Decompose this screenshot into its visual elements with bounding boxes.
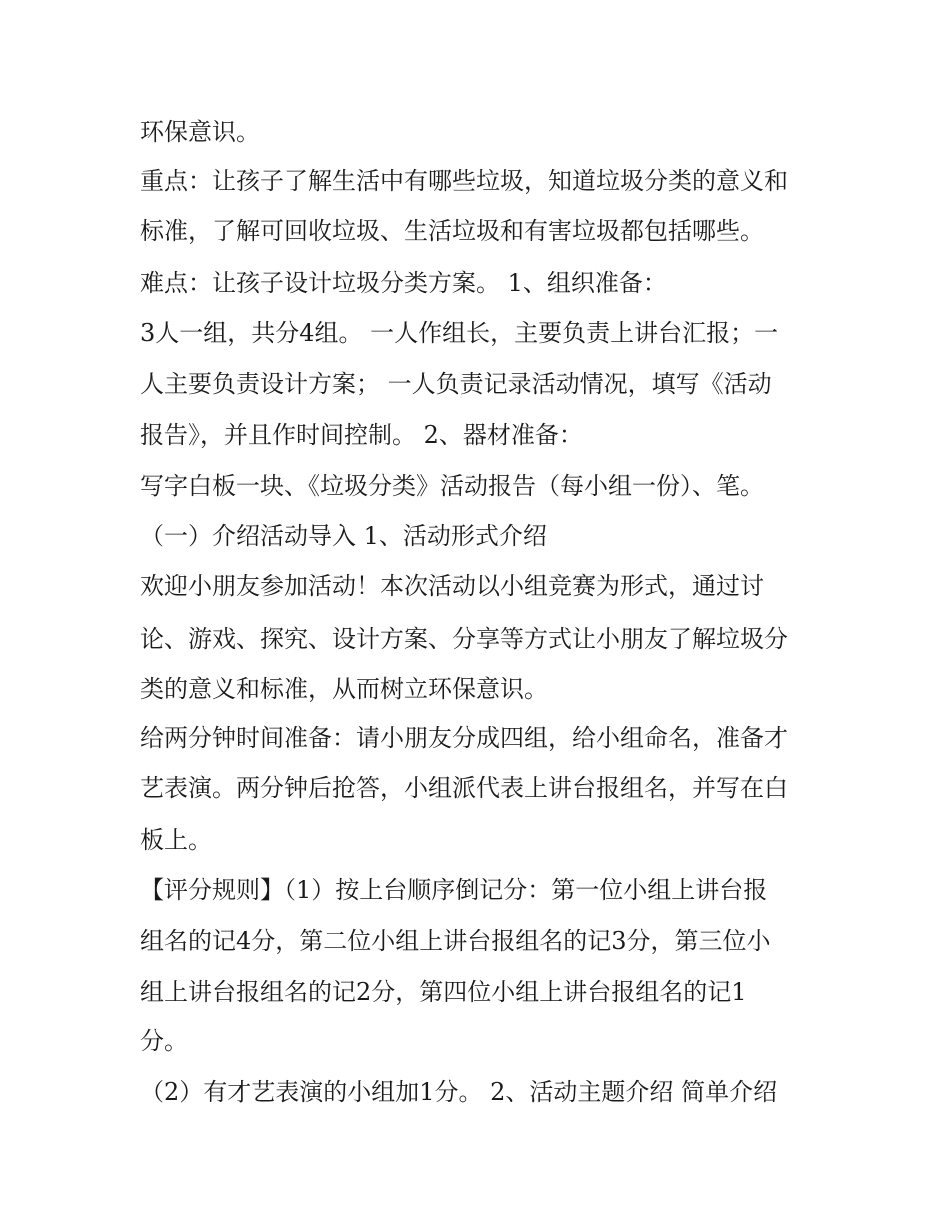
text-line: 标准，了解可回收垃圾、生活垃圾和有害垃圾都包括哪些。: [140, 217, 764, 245]
text-line: 给两分钟时间准备：请小朋友分成四组，给小组命名，准备才: [140, 724, 788, 752]
text-line: 论、游戏、探究、设计方案、分享等方式让小朋友了解垃圾分: [140, 625, 788, 653]
text-line: （2）有才艺表演的小组加1分。 2、活动主题介绍 简单介绍: [140, 1078, 778, 1106]
text-line: 组上讲台报组名的记2分，第四位小组上讲台报组名的记1: [140, 978, 747, 1006]
text-line: 分。: [140, 1027, 188, 1055]
text-line: 人主要负责设计方案； 一人负责记录活动情况，填写《活动: [140, 370, 772, 398]
text-line: 难点：让孩子设计垃圾分类方案。 1、组织准备：: [140, 269, 667, 297]
text-line: 组名的记4分，第二位小组上讲台报组名的记3分，第三位小: [140, 927, 771, 955]
text-line: 艺表演。两分钟后抢答，小组派代表上讲台报组名，并写在白: [140, 774, 788, 802]
text-line: 【评分规则】（1）按上台顺序倒记分：第一位小组上讲台报: [140, 876, 768, 904]
text-line: 报告》，并且作时间控制。 2、器材准备：: [140, 421, 583, 449]
text-line: 类的意义和标准，从而树立环保意识。: [140, 675, 548, 703]
text-line: 重点：让孩子了解生活中有哪些垃圾，知道垃圾分类的意义和: [140, 167, 788, 195]
text-line: 写字白板一块、《垃圾分类》活动报告（每小组一份）、笔。: [140, 472, 764, 500]
text-line: 环保意识。: [140, 118, 260, 146]
text-line: 板上。: [140, 826, 212, 854]
text-line: 3人一组，共分4组。 一人作组长，主要负责上讲台汇报；一: [140, 319, 779, 347]
text-line: 欢迎小朋友参加活动！本次活动以小组竞赛为形式，通过讨: [140, 572, 764, 600]
text-line: （一）介绍活动导入 1、活动形式介绍: [140, 522, 547, 550]
